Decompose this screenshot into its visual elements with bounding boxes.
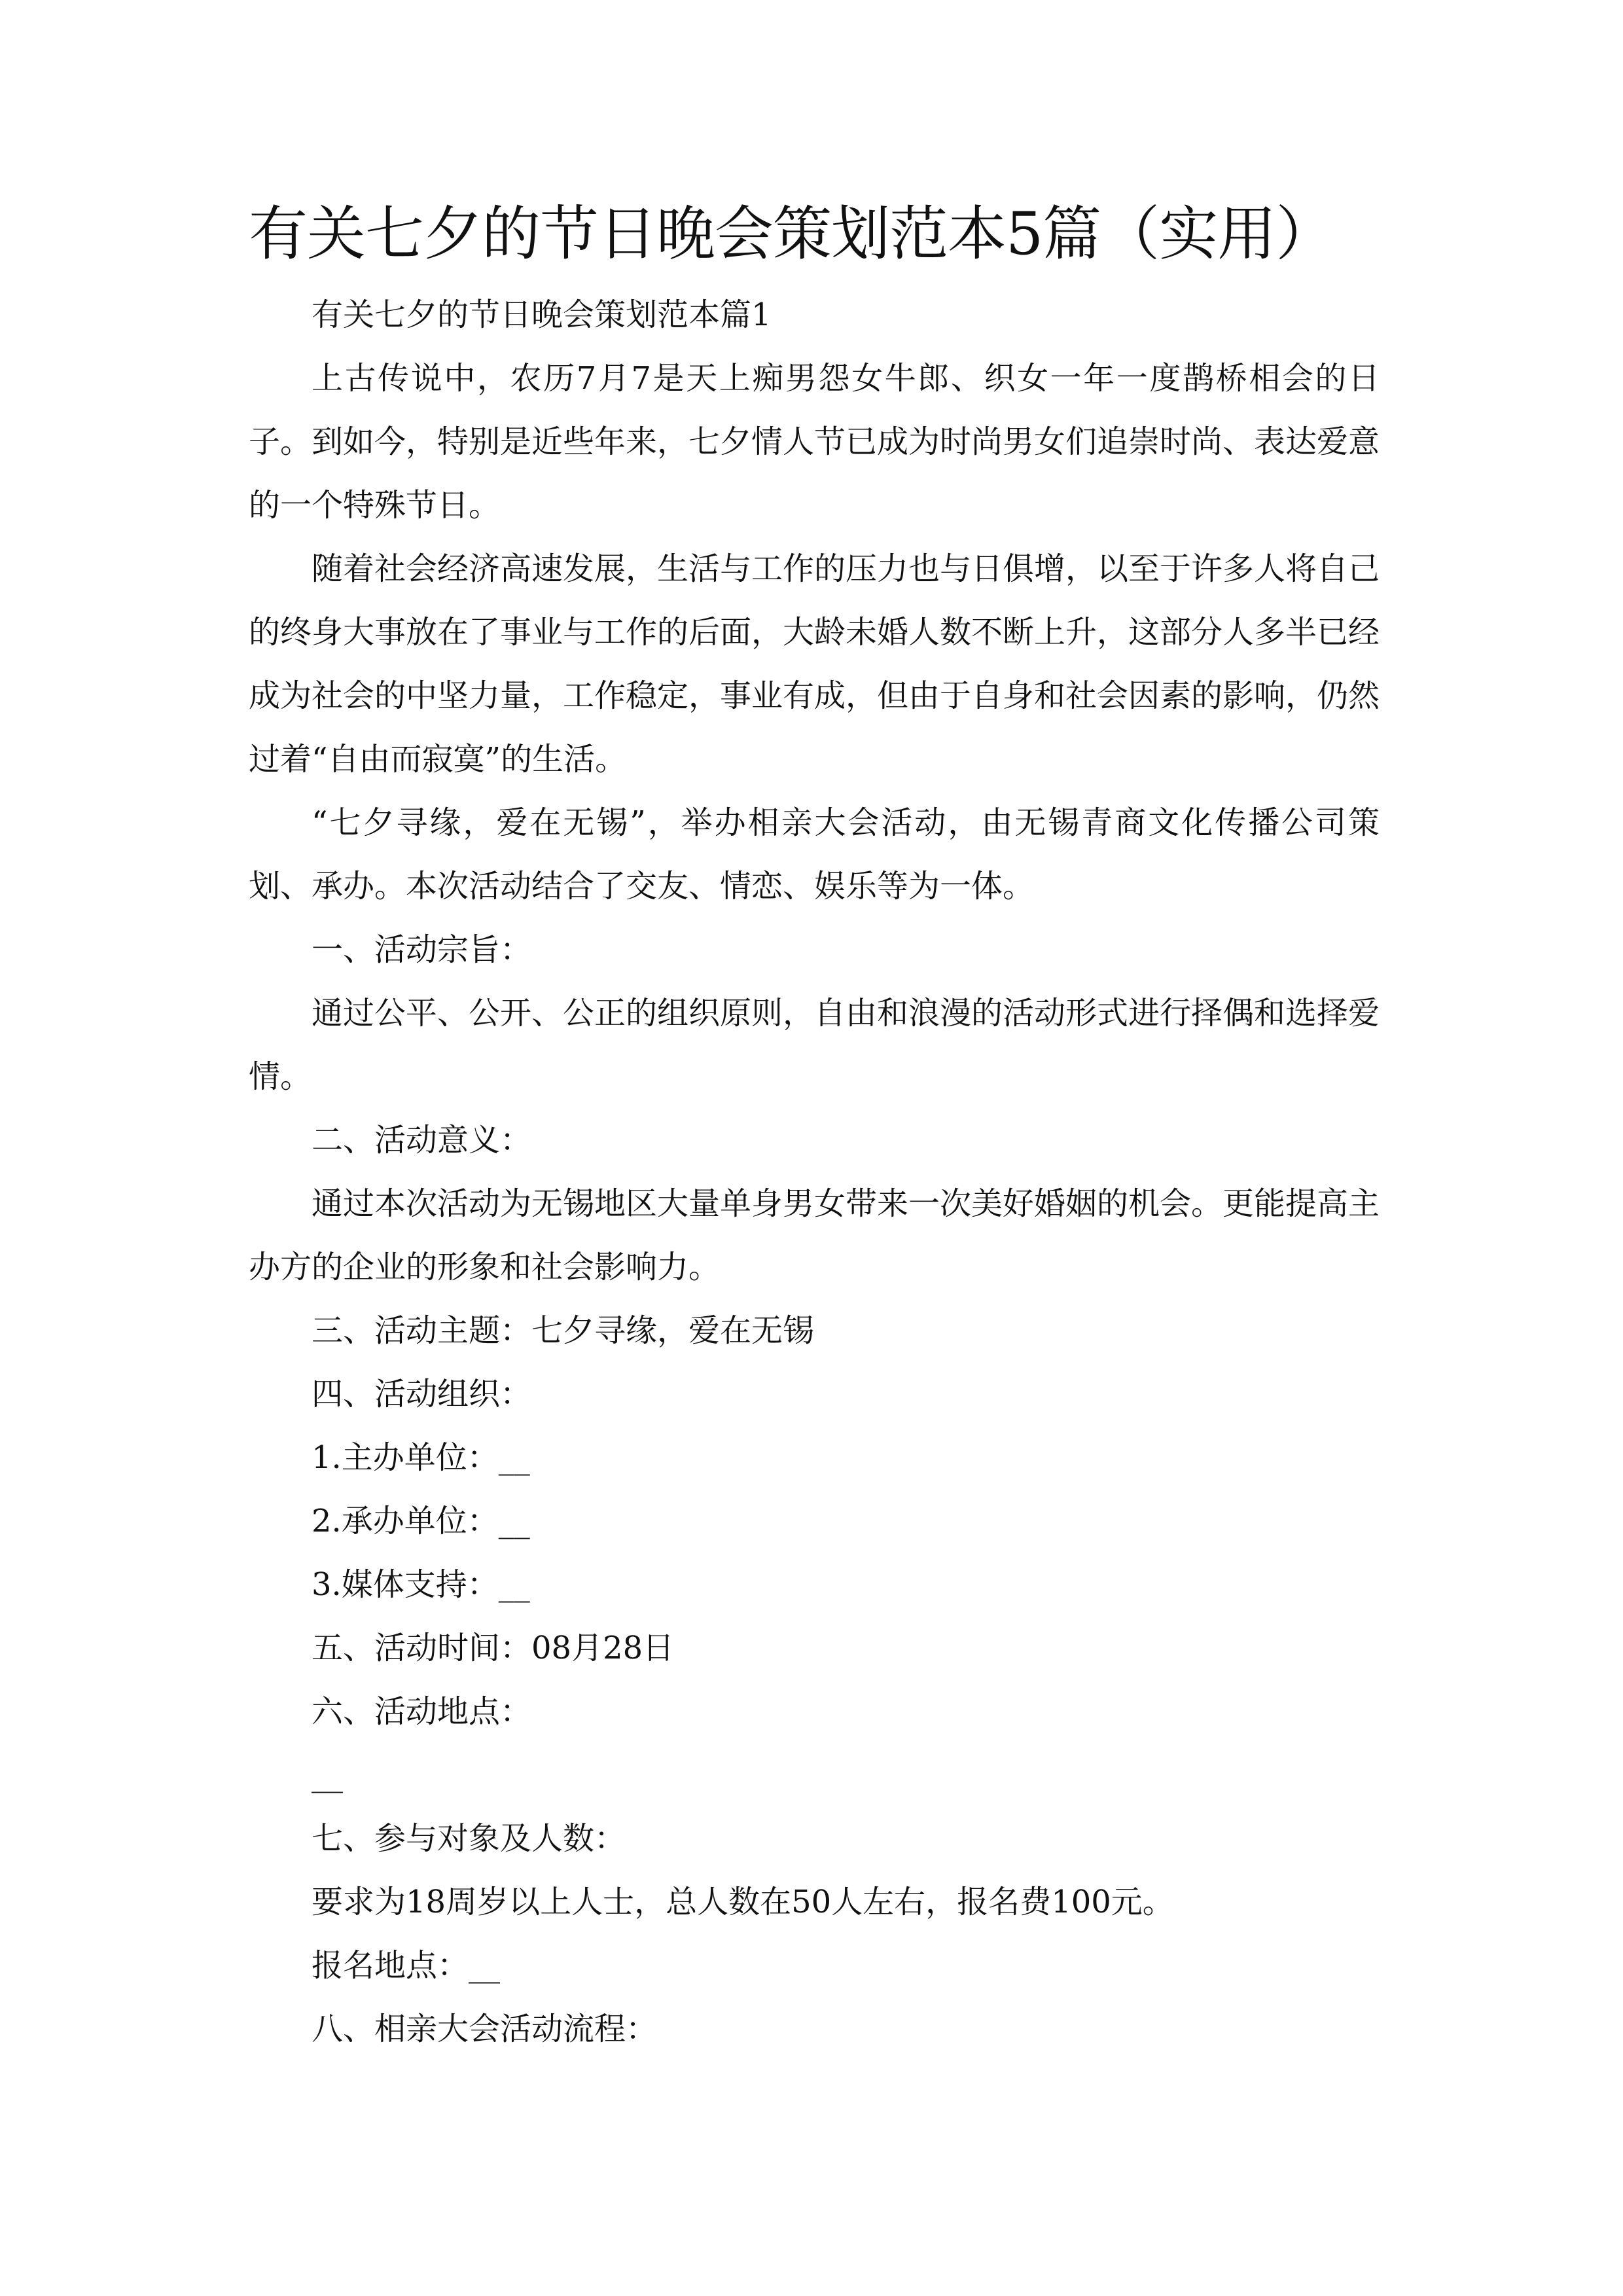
document-body (249, 347, 1380, 2061)
paragraph: 通过公平、公开、公正的组织原则，自由和浪漫的活动形式进行择偶和选择爱情。 (249, 995, 1380, 1095)
paragraph: 上古传说中，农历7月7是天上痴男怨女牛郎、织女一年一度鹊桥相会的日子。到如今，特别是近些年来，七夕情人节已成为时尚男女们追崇时尚、表达爱意的一个特殊节日。 (249, 360, 1380, 524)
document-title: 有关七夕的节日晚会策划范本5篇（实用） (249, 200, 1334, 268)
paragraph: 3.媒体支持：__ (312, 1566, 530, 1603)
paragraph: 三、活动主题：七夕寻缘，爱在无锡 (312, 1312, 815, 1349)
paragraph: 八、相亲大会活动流程： (312, 2011, 658, 2047)
paragraph: __ (312, 1757, 343, 1793)
paragraph: 四、活动组织： (312, 1376, 532, 1412)
document-page (249, 195, 1380, 2061)
paragraph: 要求为18周岁以上人士，总人数在50人左右，报名费100元。 (312, 1884, 1174, 1920)
paragraph: 通过本次活动为无锡地区大量单身男女带来一次美好婚姻的机会。更能提高主办方的企业的形象和社会影响力。 (249, 1185, 1380, 1285)
paragraph: “七夕寻缘，爱在无锡”，举办相亲大会活动，由无锡青商文化传播公司策划、承办。本次活动结合了交友、情恋、娱乐等为一体。 (249, 804, 1380, 905)
paragraph: 一、活动宗旨： (312, 931, 532, 968)
paragraph: 1.主办单位：__ (312, 1439, 530, 1476)
paragraph: 六、活动地点： (312, 1693, 532, 1730)
paragraph: 报名地点：__ (312, 1947, 501, 1984)
paragraph: 2.承办单位：__ (312, 1503, 530, 1539)
paragraph: 七、参与对象及人数： (312, 1820, 626, 1857)
paragraph: 随着社会经济高速发展，生活与工作的压力也与日俱增，以至于许多人将自己的终身大事放在了事业与工作的后面，大龄未婚人数不断上升，这部分人多半已经成为社会的中坚力量，工作稳定，事业有成，但由于自身和社会因素的影响，仍然过着“自由而寂寞”的生活。 (249, 550, 1380, 778)
section-subtitle: 有关七夕的节日晚会策划范本篇1 (312, 296, 772, 333)
paragraph: 五、活动时间：08月28日 (312, 1630, 675, 1666)
paragraph: 二、活动意义： (312, 1122, 532, 1158)
